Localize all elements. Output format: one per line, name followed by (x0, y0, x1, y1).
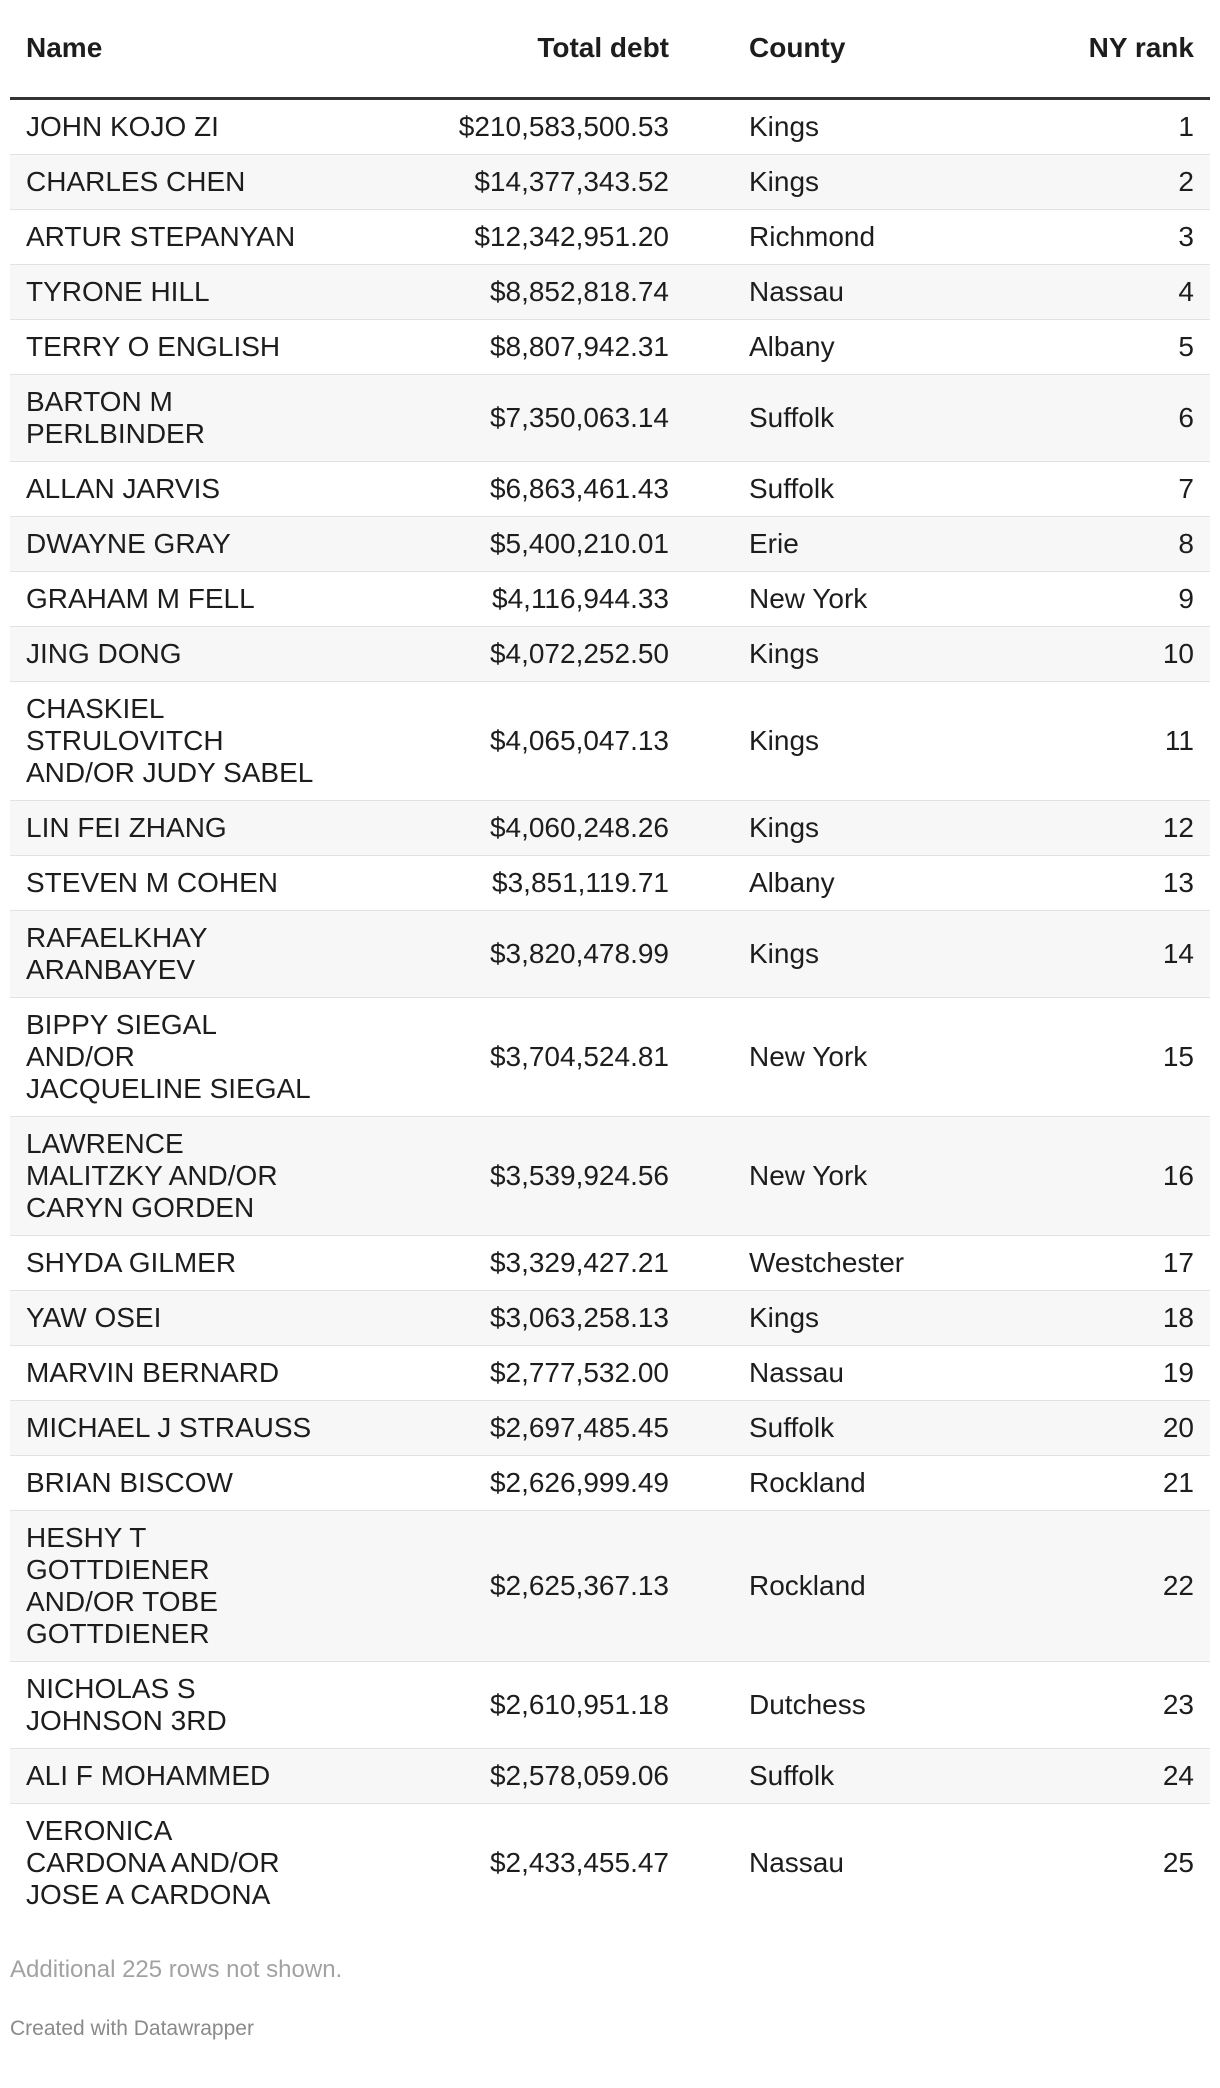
cell-name (10, 681, 410, 800)
table-row (10, 1290, 1210, 1345)
table-row (10, 1803, 1210, 1922)
name-text: MICHAEL J STRAUSS (26, 1411, 312, 1443)
table-body (10, 98, 1210, 1922)
cell-county: Dutchess (685, 1661, 985, 1748)
header-row (10, 0, 1210, 98)
cell-name (10, 1803, 410, 1922)
name-text: ALI F MOHAMMED (26, 1759, 271, 1791)
cell-name (10, 319, 410, 374)
cell-ny-rank: 24 (985, 1748, 1210, 1803)
cell-county: Suffolk (685, 1748, 985, 1803)
cell-name (10, 209, 410, 264)
cell-ny-rank: 21 (985, 1455, 1210, 1510)
table-row (10, 1661, 1210, 1748)
cell-total-debt: $4,060,248.26 (410, 800, 685, 855)
cell-name (10, 1748, 410, 1803)
cell-name (10, 516, 410, 571)
cell-name (10, 1455, 410, 1510)
cell-ny-rank: 15 (985, 997, 1210, 1116)
cell-name (10, 800, 410, 855)
cell-county: Kings (685, 1290, 985, 1345)
cell-ny-rank: 11 (985, 681, 1210, 800)
cell-name (10, 1290, 410, 1345)
name-text: ALLAN JARVIS (26, 472, 221, 504)
table-row (10, 626, 1210, 681)
table-row (10, 154, 1210, 209)
name-text: LIN FEI ZHANG (26, 811, 227, 843)
cell-ny-rank: 20 (985, 1400, 1210, 1455)
cell-ny-rank: 7 (985, 461, 1210, 516)
cell-total-debt: $14,377,343.52 (410, 154, 685, 209)
cell-ny-rank: 23 (985, 1661, 1210, 1748)
table-row (10, 1455, 1210, 1510)
cell-name (10, 264, 410, 319)
cell-ny-rank: 1 (985, 98, 1210, 154)
table-row (10, 855, 1210, 910)
table-row (10, 1748, 1210, 1803)
cell-name (10, 626, 410, 681)
cell-name (10, 1116, 410, 1235)
name-text: JOHN KOJO ZI (26, 110, 219, 142)
column-header-county[interactable]: County (685, 0, 985, 98)
name-text: DWAYNE GRAY (26, 527, 231, 559)
cell-total-debt: $12,342,951.20 (410, 209, 685, 264)
table-row (10, 374, 1210, 461)
cell-ny-rank: 22 (985, 1510, 1210, 1661)
table-container (10, 0, 1210, 2044)
name-text: GRAHAM M FELL (26, 582, 255, 614)
cell-total-debt: $2,433,455.47 (489, 1846, 669, 1878)
column-header-total-debt[interactable]: Total debt (410, 0, 685, 98)
cell-county: New York (685, 1116, 985, 1235)
cell-name (10, 1510, 410, 1661)
table-row (10, 1510, 1210, 1661)
datawrapper-credit-link[interactable]: Created with Datawrapper (10, 2016, 254, 2040)
cell-total-debt: $3,063,258.13 (410, 1290, 685, 1345)
cell-name (10, 461, 410, 516)
cell-county: Suffolk (685, 461, 985, 516)
debt-table (10, 0, 1210, 1922)
name-text: BIPPY SIEGAL AND/OR JACQUELINE SIEGAL (26, 1008, 311, 1104)
table-row (10, 681, 1210, 800)
cell-total-debt: $3,820,478.99 (410, 910, 685, 997)
column-header-name[interactable]: Name (10, 0, 410, 98)
name-text: TERRY O ENGLISH (26, 330, 281, 362)
table-row (10, 98, 1210, 154)
name-text: BARTON M PERLBINDER (26, 385, 205, 449)
name-text: BRIAN BISCOW (26, 1466, 233, 1498)
cell-ny-rank: 19 (985, 1345, 1210, 1400)
table-header (10, 0, 1210, 98)
cell-total-debt: $4,116,944.33 (410, 571, 685, 626)
name-text: JING DONG (26, 637, 182, 669)
cell-ny-rank: 10 (985, 626, 1210, 681)
cell-ny-rank: 14 (985, 910, 1210, 997)
cell-total-debt: $8,807,942.31 (410, 319, 685, 374)
table-row (10, 910, 1210, 997)
name-text: VERONICA CARDONA AND/OR JOSE A CARDONA (26, 1814, 280, 1910)
cell-name (10, 855, 410, 910)
cell-total-debt: $2,626,999.49 (410, 1455, 685, 1510)
cell-name (10, 374, 410, 461)
cell-ny-rank: 8 (985, 516, 1210, 571)
cell-county: Kings (685, 800, 985, 855)
cell-name (10, 571, 410, 626)
name-text: CHASKIEL STRULOVITCH AND/OR JUDY SABEL (26, 692, 314, 788)
cell-name (10, 154, 410, 209)
cell-county: Nassau (749, 1846, 844, 1878)
name-text: HESHY T GOTTDIENER AND/OR TOBE GOTTDIENER (26, 1521, 218, 1649)
table-row (10, 1116, 1210, 1235)
cell-total-debt: $4,065,047.13 (410, 681, 685, 800)
cell-total-debt: $2,578,059.06 (410, 1748, 685, 1803)
cell-county: Kings (685, 626, 985, 681)
cell-total-debt: $3,329,427.21 (410, 1235, 685, 1290)
cell-ny-rank: 17 (985, 1235, 1210, 1290)
cell-total-debt: $5,400,210.01 (410, 516, 685, 571)
cell-total-debt: $2,610,951.18 (410, 1661, 685, 1748)
name-text: MARVIN BERNARD (26, 1356, 280, 1388)
cell-total-debt: $7,350,063.14 (410, 374, 685, 461)
cell-county: Kings (685, 98, 985, 154)
cell-ny-rank: 3 (985, 209, 1210, 264)
cell-name (10, 1400, 410, 1455)
cell-county: Richmond (685, 209, 985, 264)
cell-county: New York (685, 571, 985, 626)
table-row (10, 1235, 1210, 1290)
table-row (10, 571, 1210, 626)
cell-county: New York (685, 997, 985, 1116)
cell-name (10, 997, 410, 1116)
cell-ny-rank: 6 (985, 374, 1210, 461)
table-row (10, 1400, 1210, 1455)
table-row (10, 319, 1210, 374)
cell-name (10, 910, 410, 997)
cell-total-debt: $210,583,500.53 (410, 98, 685, 154)
cell-total-debt: $3,851,119.71 (410, 855, 685, 910)
table-row (10, 800, 1210, 855)
cell-county: Albany (685, 319, 985, 374)
cell-county: Nassau (685, 1345, 985, 1400)
cell-total-debt: $6,863,461.43 (410, 461, 685, 516)
cell-total-debt: $4,072,252.50 (410, 626, 685, 681)
cell-county: Kings (685, 154, 985, 209)
rows-not-shown-note: Additional 225 rows not shown. (10, 1955, 343, 1983)
cell-county: Rockland (685, 1455, 985, 1510)
cell-total-debt: $3,704,524.81 (410, 997, 685, 1116)
cell-county: Suffolk (685, 1400, 985, 1455)
cell-ny-rank: 16 (985, 1116, 1210, 1235)
table-row (10, 461, 1210, 516)
cell-total-debt: $3,539,924.56 (410, 1116, 685, 1235)
table-row (10, 264, 1210, 319)
cell-county: Rockland (685, 1510, 985, 1661)
name-text: RAFAELKHAY ARANBAYEV (26, 921, 208, 985)
column-header-ny-rank[interactable]: NY rank (985, 0, 1210, 98)
cell-total-debt: $2,697,485.45 (410, 1400, 685, 1455)
name-text: STEVEN M COHEN (26, 866, 279, 898)
cell-total-debt: $2,777,532.00 (410, 1345, 685, 1400)
cell-ny-rank: 13 (985, 855, 1210, 910)
name-text: CHARLES CHEN (26, 165, 246, 197)
cell-county: Kings (685, 681, 985, 800)
cell-name (10, 1661, 410, 1748)
cell-ny-rank: 12 (985, 800, 1210, 855)
name-text: ARTUR STEPANYAN (26, 220, 296, 252)
cell-county: Albany (685, 855, 985, 910)
cell-name (10, 98, 410, 154)
cell-total-debt: $8,852,818.74 (410, 264, 685, 319)
cell-ny-rank: 4 (985, 264, 1210, 319)
cell-total-debt: $2,625,367.13 (410, 1510, 685, 1661)
cell-ny-rank: 2 (985, 154, 1210, 209)
table-row (10, 209, 1210, 264)
name-text: YAW OSEI (26, 1301, 162, 1333)
cell-ny-rank: 5 (985, 319, 1210, 374)
cell-county: Kings (685, 910, 985, 997)
name-text: SHYDA GILMER (26, 1246, 237, 1278)
cell-county: Westchester (685, 1235, 985, 1290)
cell-ny-rank: 9 (985, 571, 1210, 626)
table-row (10, 1345, 1210, 1400)
name-text: LAWRENCE MALITZKY AND/OR CARYN GORDEN (26, 1127, 278, 1223)
cell-county: Suffolk (685, 374, 985, 461)
cell-ny-rank: 25 (1162, 1846, 1194, 1878)
cell-name (10, 1235, 410, 1290)
name-text: TYRONE HILL (26, 275, 210, 307)
cell-county: Erie (685, 516, 985, 571)
cell-county: Nassau (685, 264, 985, 319)
table-row (10, 997, 1210, 1116)
cell-name (10, 1345, 410, 1400)
name-text: NICHOLAS S JOHNSON 3RD (26, 1672, 227, 1736)
table-row (10, 516, 1210, 571)
cell-ny-rank: 18 (985, 1290, 1210, 1345)
